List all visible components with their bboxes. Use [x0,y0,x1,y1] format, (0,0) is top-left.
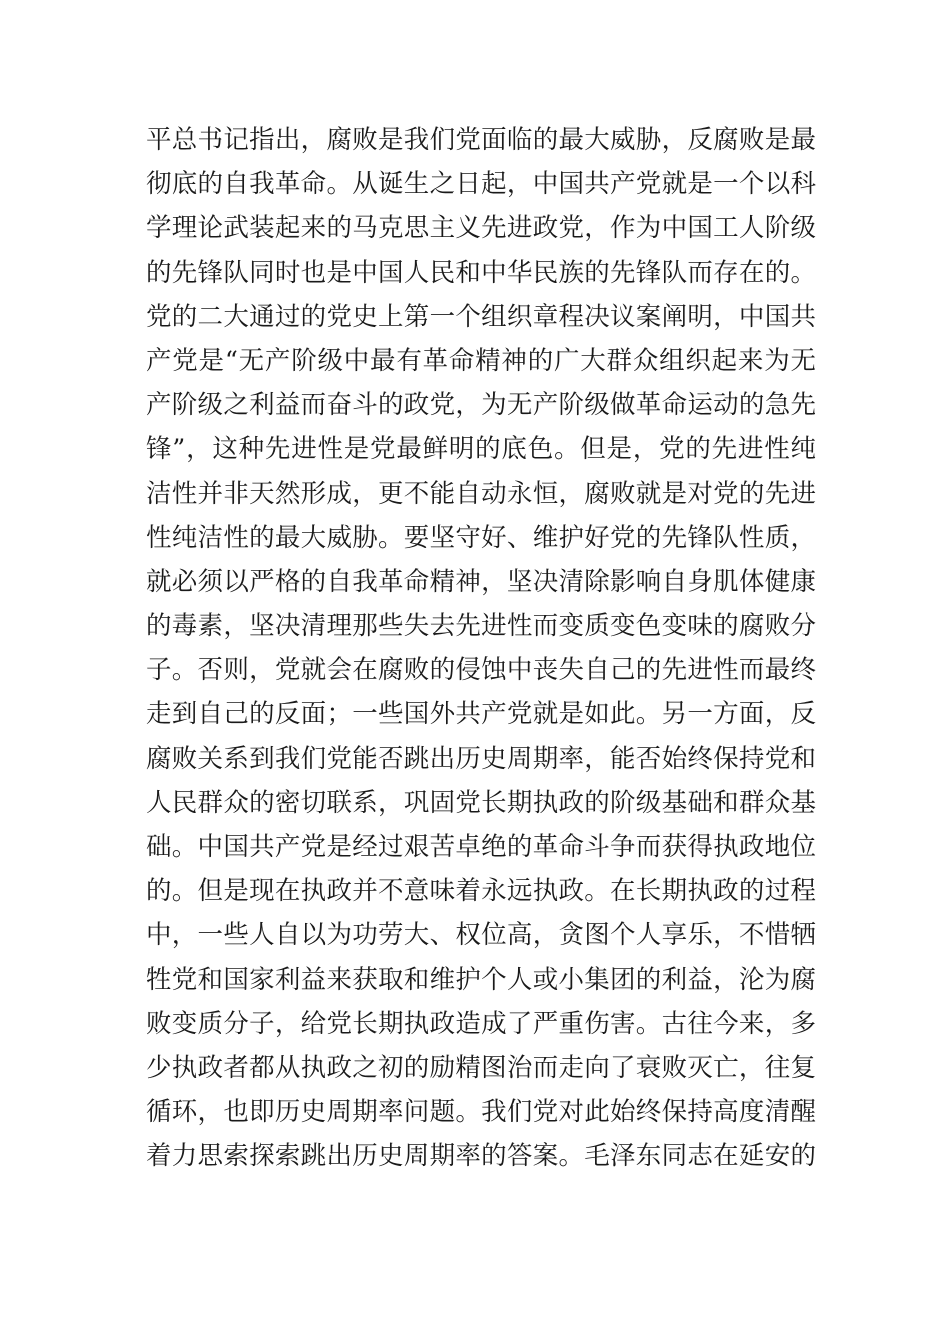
text-line: 洁性并非天然形成，更不能自动永恒，腐败就是对党的先进 [146,478,816,509]
text-line: 腐败关系到我们党能否跳出历史周期率，能否始终保持党和 [146,743,816,774]
text-line: 党的二大通过的党史上第一个组织章程决议案阐明，中国共 [146,301,816,332]
text-line: 就必须以严格的自我革命精神，坚决清除影响自身肌体健康 [146,566,816,597]
text-line: 走到自己的反面；一些国外共产党就是如此。另一方面，反 [146,699,816,730]
text-line: 人民群众的密切联系，巩固党长期执政的阶级基础和群众基 [146,787,816,818]
text-line: 着力思索探索跳出历史周期率的答案。毛泽东同志在延安的 [146,1141,816,1172]
body-text [146,118,816,1179]
text-line: 础。中国共产党是经过艰苦卓绝的革命斗争而获得执政地位 [146,832,816,862]
text-line: 产阶级之利益而奋斗的政党，为无产阶级做革命运动的急先 [146,390,816,421]
text-line: 学理论武装起来的马克思主义先进政党，作为中国工人阶级 [146,213,816,244]
text-line: 的先锋队同时也是中国人民和中华民族的先锋队而存在的。 [146,257,816,288]
text-line: 牲党和国家利益来获取和维护个人或小集团的利益，沦为腐 [146,964,816,995]
text-line: 彻底的自我革命。从诞生之日起，中国共产党就是一个以科 [146,169,816,200]
text-line: 的。但是现在执政并不意味着永远执政。在长期执政的过程 [146,876,816,907]
text-line: 循环，也即历史周期率问题。我们党对此始终保持高度清醒 [146,1097,816,1128]
text-line: 锋”，这种先进性是党最鲜明的底色。但是，党的先进性纯 [146,434,816,465]
text-line: 性纯洁性的最大威胁。要坚守好、维护好党的先锋队性质， [146,522,816,553]
text-line: 中，一些人自以为功劳大、权位高，贪图个人享乐，不惜牺 [146,920,816,951]
text-line: 产党是“无产阶级中最有革命精神的广大群众组织起来为无 [146,345,816,376]
text-line: 的毒素，坚决清理那些失去先进性而变质变色变味的腐败分 [146,611,816,642]
text-line: 平总书记指出，腐败是我们党面临的最大威胁，反腐败是最 [146,125,816,155]
text-line: 败变质分子，给党长期执政造成了严重伤害。古往今来，多 [146,1008,816,1039]
text-line: 少执政者都从执政之初的励精图治而走向了衰败灭亡，往复 [146,1052,816,1083]
text-line: 子。否则，党就会在腐败的侵蚀中丧失自己的先进性而最终 [146,655,816,686]
